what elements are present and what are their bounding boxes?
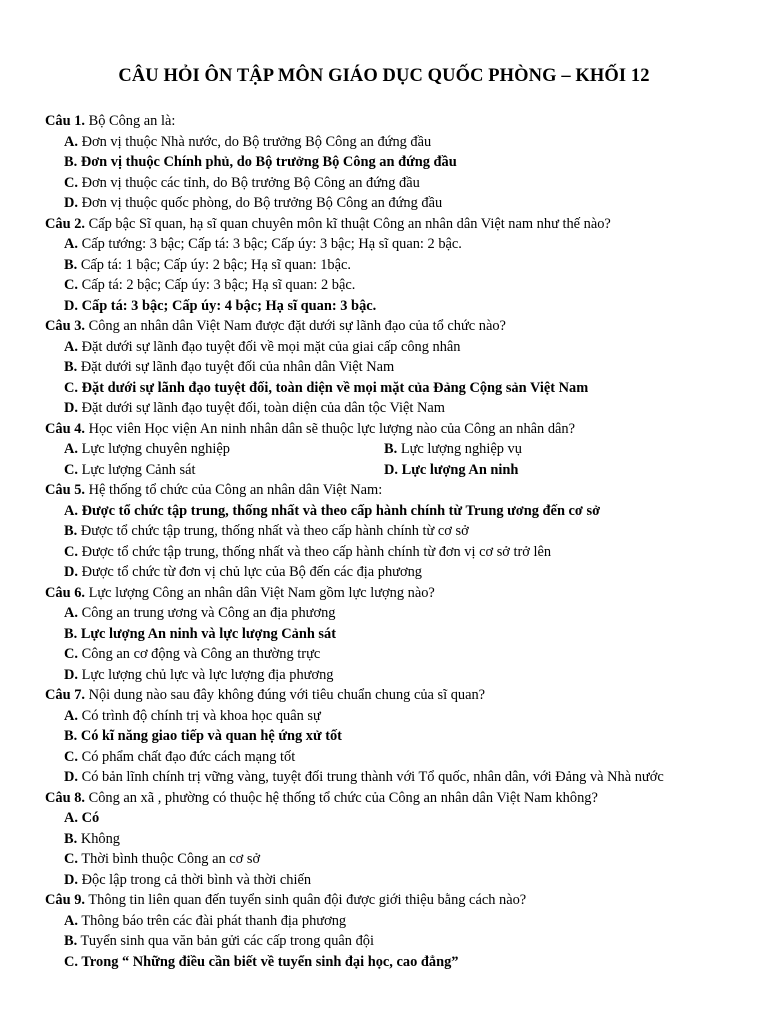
answer-4d-correct bbox=[384, 460, 704, 481]
answer-5a-correct bbox=[45, 501, 745, 522]
answer-4a bbox=[64, 439, 384, 460]
answer-label: D. bbox=[384, 461, 398, 478]
answer-label: B. bbox=[64, 933, 78, 949]
answer-text: Công an trung ương và Công an địa phương bbox=[81, 605, 336, 621]
answer-1d bbox=[45, 193, 745, 214]
answer-label: D. bbox=[64, 297, 78, 314]
question-label: Câu 6. bbox=[45, 584, 85, 601]
answer-label: A. bbox=[64, 605, 78, 621]
answer-text: Độc lập trong cả thời bình và thời chiến bbox=[81, 871, 312, 888]
answer-text: Cấp tá: 2 bậc; Cấp úy: 3 bậc; Hạ sĩ quan: 2 bậc. bbox=[81, 277, 356, 293]
answer-label: D. bbox=[64, 769, 78, 785]
question-label: Câu 5. bbox=[45, 482, 85, 498]
answer-text: Lực lượng nghiệp vụ bbox=[400, 441, 522, 457]
answer-label: A. bbox=[64, 236, 78, 252]
answer-text: Trong “ Những điều cần biết về tuyển sinh đại học, cao đẳng” bbox=[81, 953, 459, 970]
question-text: Công an nhân dân Việt Nam được đặt dưới sự lãnh đạo của tổ chức nào? bbox=[88, 318, 506, 334]
answer-text: Lực lượng An ninh và lực lượng Cảnh sát bbox=[80, 625, 337, 642]
question-text: Học viên Học viện An ninh nhân dân sẽ thuộc lực lượng nào của Công an nhân dân? bbox=[88, 420, 575, 437]
answer-label: A. bbox=[64, 912, 78, 929]
answer-label: C. bbox=[64, 379, 78, 396]
answer-3c-correct bbox=[45, 378, 745, 399]
question-2 bbox=[45, 214, 745, 235]
question-label: Câu 7. bbox=[45, 687, 85, 703]
answer-label: C. bbox=[64, 543, 78, 560]
question-6 bbox=[45, 583, 745, 604]
answer-label: B. bbox=[64, 728, 78, 744]
answer-9c-correct bbox=[45, 952, 745, 973]
answer-4b bbox=[384, 439, 704, 460]
answer-text: Cấp tá: 3 bậc; Cấp úy: 4 bậc; Hạ sĩ quan: 3 bậc. bbox=[81, 297, 377, 314]
answer-label: B. bbox=[64, 256, 78, 273]
answer-label: C. bbox=[64, 174, 78, 191]
answer-1c bbox=[45, 173, 745, 194]
question-text: Thông tin liên quan đến tuyển sinh quân đội được giới thiệu bằng cách nào? bbox=[88, 892, 527, 908]
answer-7a bbox=[45, 706, 745, 727]
answer-text: Lực lượng Cảnh sát bbox=[81, 461, 196, 478]
question-text: Công an xã , phường có thuộc hệ thống tổ chức của Công an nhân dân Việt Nam không? bbox=[88, 789, 598, 806]
question-text: Hệ thống tổ chức của Công an nhân dân Việt Nam: bbox=[88, 482, 383, 498]
question-8 bbox=[45, 788, 745, 809]
answer-9b bbox=[45, 931, 745, 952]
answer-5d bbox=[45, 562, 745, 583]
question-label: Câu 1. bbox=[45, 113, 85, 129]
answer-6b-correct bbox=[45, 624, 745, 645]
answer-text: Đơn vị thuộc Nhà nước, do Bộ trưởng Bộ Công an đứng đầu bbox=[81, 133, 432, 150]
answer-text: Đặt dưới sự lãnh đạo tuyệt đối của nhân dân Việt Nam bbox=[80, 359, 395, 375]
answer-label: B. bbox=[64, 154, 78, 170]
question-text: Nội dung nào sau đây không đúng với tiêu chuẩn chung của sĩ quan? bbox=[88, 687, 486, 703]
question-5 bbox=[45, 480, 745, 501]
answer-text: Có kĩ năng giao tiếp và quan hệ ứng xử tốt bbox=[80, 728, 342, 744]
answer-label: C. bbox=[64, 748, 78, 765]
question-label: Câu 3. bbox=[45, 318, 85, 334]
answer-3d bbox=[45, 398, 745, 419]
answer-label: C. bbox=[64, 953, 78, 970]
answer-label: A. bbox=[64, 810, 78, 826]
question-1 bbox=[45, 111, 745, 132]
answer-label: A. bbox=[64, 502, 78, 519]
answer-8d bbox=[45, 870, 745, 891]
question-3 bbox=[45, 316, 745, 337]
answer-text: Đặt dưới sự lãnh đạo tuyệt đối về mọi mặt của giai cấp công nhân bbox=[81, 338, 461, 355]
answer-row bbox=[45, 460, 745, 481]
answer-label: B. bbox=[64, 523, 78, 539]
answer-label: B. bbox=[64, 830, 78, 847]
answer-label: A. bbox=[64, 441, 78, 457]
question-text: Cấp bậc Sĩ quan, hạ sĩ quan chuyên môn kĩ thuật Công an nhân dân Việt nam như thế nào? bbox=[88, 215, 611, 232]
answer-label: A. bbox=[64, 707, 78, 724]
answer-text: Lực lượng chủ lực và lực lượng địa phương bbox=[81, 666, 334, 683]
answer-5c bbox=[45, 542, 745, 563]
answer-label: D. bbox=[64, 195, 78, 211]
answer-text: Được tổ chức tập trung, thống nhất và theo cấp hành chính từ cơ sở bbox=[80, 523, 469, 539]
answer-text: Tuyển sinh qua văn bản gửi các cấp trong quân đội bbox=[80, 933, 374, 949]
answer-text: Có trình độ chính trị và khoa học quân sự bbox=[81, 707, 321, 724]
answer-text: Không bbox=[80, 830, 120, 847]
answer-row bbox=[45, 439, 745, 460]
page-title: CÂU HỎI ÔN TẬP MÔN GIÁO DỤC QUỐC PHÒNG – KHỐI 12 bbox=[118, 66, 650, 86]
answer-5b bbox=[45, 521, 745, 542]
question-list bbox=[45, 111, 745, 972]
answer-1a bbox=[45, 132, 745, 153]
answer-7c bbox=[45, 747, 745, 768]
answer-text: Lực lượng chuyên nghiệp bbox=[81, 441, 230, 457]
answer-text: Đặt dưới sự lãnh đạo tuyệt đối, toàn diện của dân tộc Việt Nam bbox=[81, 400, 445, 416]
answer-text: Có phẩm chất đạo đức cách mạng tốt bbox=[81, 748, 296, 765]
answer-text: Lực lượng An ninh bbox=[401, 461, 519, 478]
question-text: Bộ Công an là: bbox=[88, 113, 176, 129]
answer-label: C. bbox=[64, 851, 78, 867]
answer-label: D. bbox=[64, 564, 78, 580]
answer-6d bbox=[45, 665, 745, 686]
answer-8b bbox=[45, 829, 745, 850]
answer-text: Cấp tá: 1 bậc; Cấp úy: 2 bậc; Hạ sĩ quan: 1bậc. bbox=[80, 256, 351, 273]
answer-8c bbox=[45, 849, 745, 870]
answer-2d-correct bbox=[45, 296, 745, 317]
answer-text: Có bản lĩnh chính trị vững vàng, tuyệt đối trung thành với Tổ quốc, nhân dân, với Đảng và Nhà nước bbox=[81, 769, 664, 785]
question-label: Câu 2. bbox=[45, 215, 85, 232]
answer-4c bbox=[64, 460, 384, 481]
answer-label: B. bbox=[384, 441, 398, 457]
question-label: Câu 9. bbox=[45, 892, 85, 908]
answer-label: A. bbox=[64, 133, 78, 150]
answer-text: Được tổ chức tập trung, thống nhất và theo cấp hành chính từ đơn vị cơ sở trở lên bbox=[81, 543, 552, 560]
answer-label: C. bbox=[64, 277, 78, 293]
answer-6c bbox=[45, 644, 745, 665]
answer-label: C. bbox=[64, 461, 78, 478]
answer-text: Thời bình thuộc Công an cơ sở bbox=[81, 851, 261, 867]
answer-text: Đơn vị thuộc các tỉnh, do Bộ trưởng Bộ Công an đứng đầu bbox=[81, 174, 420, 191]
answer-text: Đặt dưới sự lãnh đạo tuyệt đối, toàn diện về mọi mặt của Đảng Cộng sản Việt Nam bbox=[81, 379, 589, 396]
answer-2b bbox=[45, 255, 745, 276]
answer-2c bbox=[45, 275, 745, 296]
answer-label: D. bbox=[64, 400, 78, 416]
answer-6a bbox=[45, 603, 745, 624]
answer-label: D. bbox=[64, 871, 78, 888]
question-4 bbox=[45, 419, 745, 440]
answer-text: Có bbox=[81, 810, 100, 826]
answer-label: A. bbox=[64, 338, 78, 355]
answer-label: B. bbox=[64, 625, 78, 642]
answer-7b-correct bbox=[45, 726, 745, 747]
question-label: Câu 8. bbox=[45, 789, 85, 806]
answer-text: Đơn vị thuộc Chính phủ, do Bộ trưởng Bộ Công an đứng đầu bbox=[80, 154, 457, 170]
question-9 bbox=[45, 890, 745, 911]
question-7 bbox=[45, 685, 745, 706]
answer-label: C. bbox=[64, 646, 78, 662]
answer-2a bbox=[45, 234, 745, 255]
answer-text: Được tổ chức từ đơn vị chủ lực của Bộ đến các địa phương bbox=[81, 564, 422, 580]
answer-9a bbox=[45, 911, 745, 932]
answer-label: B. bbox=[64, 359, 78, 375]
answer-text: Được tổ chức tập trung, thống nhất và theo cấp hành chính từ Trung ương đến cơ sở bbox=[81, 502, 601, 519]
answer-text: Cấp tướng: 3 bậc; Cấp tá: 3 bậc; Cấp úy: 3 bậc; Hạ sĩ quan: 2 bậc. bbox=[81, 236, 462, 252]
question-label: Câu 4. bbox=[45, 420, 85, 437]
answer-1b-correct bbox=[45, 152, 745, 173]
question-text: Lực lượng Công an nhân dân Việt Nam gồm lực lượng nào? bbox=[88, 584, 435, 601]
answer-text: Công an cơ động và Công an thường trực bbox=[81, 646, 321, 662]
answer-text: Thông báo trên các đài phát thanh địa phương bbox=[81, 912, 347, 929]
answer-text: Đơn vị thuộc quốc phòng, do Bộ trưởng Bộ Công an đứng đầu bbox=[81, 195, 443, 211]
answer-3a bbox=[45, 337, 745, 358]
answer-label: D. bbox=[64, 666, 78, 683]
answer-3b bbox=[45, 357, 745, 378]
answer-8a-correct bbox=[45, 808, 745, 829]
answer-7d bbox=[45, 767, 745, 788]
